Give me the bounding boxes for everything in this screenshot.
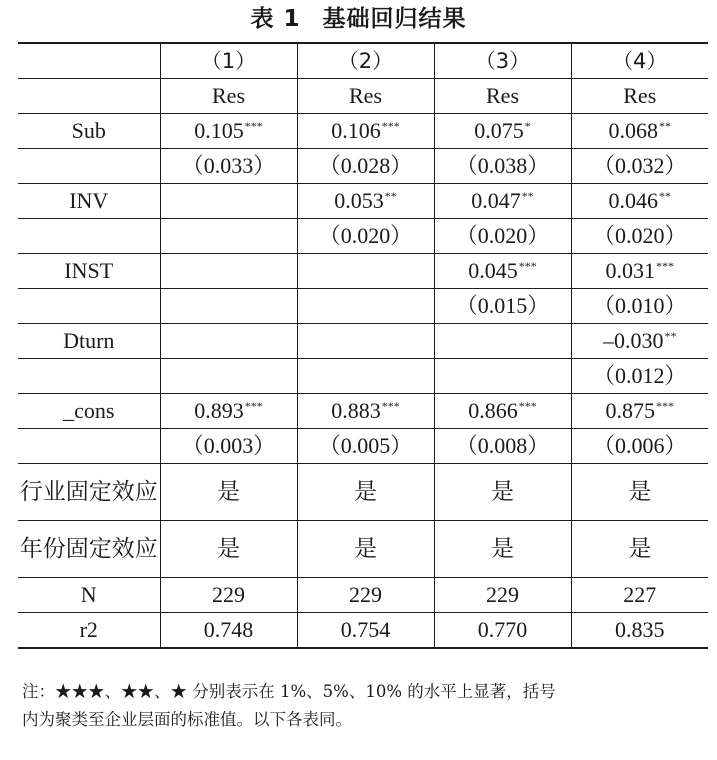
se-cell: （0.012） [571,359,708,394]
coef-cell [297,254,434,289]
significance-stars: *** [381,119,400,133]
se-cell: （0.033） [160,149,297,184]
significance-stars: ** [659,189,671,203]
coef-cell [160,184,297,219]
significance-stars: * [524,119,531,133]
significance-stars: ** [659,119,671,133]
row-label: Dturn [18,324,160,359]
industry-fixed-effect-row [18,464,708,521]
coef-row-inv [18,184,708,219]
significance-stars: *** [518,259,537,273]
se-cell: （0.010） [571,289,708,324]
year-fixed-effect-row [18,521,708,578]
coef-cell [297,324,434,359]
coef-cell [160,254,297,289]
se-cell [434,359,571,394]
se-cell: （0.003） [160,429,297,464]
se-cell: （0.032） [571,149,708,184]
corner-cell [18,43,160,79]
row-label: 年份固定效应 [18,521,160,578]
regression-table [18,42,708,649]
coef-cell: 0.075* [434,114,571,149]
se-cell: （0.015） [434,289,571,324]
se-cell: （0.008） [434,429,571,464]
dependent-variable: Res [297,79,434,114]
row-label: N [18,578,160,613]
coef-cell: 0.866*** [434,394,571,429]
se-cell [160,359,297,394]
se-row-sub [18,149,708,184]
significance-stars: ** [521,189,534,203]
se-row-dturn [18,359,708,394]
se-cell [160,289,297,324]
stat-cell: 0.748 [160,613,297,649]
table-title-text: 基础回归结果 [322,6,467,32]
coef-row-cons [18,394,708,429]
dependent-variable: Res [434,79,571,114]
column-header: （4） [571,43,708,79]
coef-cell: 0.875*** [571,394,708,429]
se-cell: （0.020） [297,219,434,254]
table-note [22,678,702,734]
yes-cell: 是 [160,521,297,578]
stat-cell: 0.770 [434,613,571,649]
significance-stars: *** [518,399,537,413]
se-cell: （0.028） [297,149,434,184]
stat-cell: 229 [160,578,297,613]
se-cell: （0.006） [571,429,708,464]
note-line: 注：★★★、★★、★ 分别表示在 1%、5%、10% 的水平上显著，括号 [22,682,556,701]
dependent-variable-row [18,79,708,114]
stat-cell: 0.754 [297,613,434,649]
stat-cell: 229 [297,578,434,613]
yes-cell: 是 [160,464,297,521]
row-label: 行业固定效应 [18,464,160,521]
se-cell [297,359,434,394]
coef-row-dturn [18,324,708,359]
coef-cell: 0.031*** [571,254,708,289]
coef-cell: 0.893*** [160,394,297,429]
column-header: （1） [160,43,297,79]
coef-cell [434,324,571,359]
coef-row-sub [18,114,708,149]
yes-cell: 是 [297,464,434,521]
significance-stars: ** [384,189,397,203]
se-cell: （0.020） [434,219,571,254]
significance-stars: *** [381,399,400,413]
note-line: 内为聚类至企业层面的标准值。以下各表同。 [22,710,352,729]
row-label: INST [18,254,160,289]
table-title [0,2,717,36]
header-row [18,43,708,79]
r2-row [18,613,708,649]
se-row-inv [18,219,708,254]
se-cell: （0.005） [297,429,434,464]
yes-cell: 是 [434,521,571,578]
column-header: （3） [434,43,571,79]
se-row-inst [18,289,708,324]
coef-cell: 0.053** [297,184,434,219]
coef-row-inst [18,254,708,289]
dependent-variable: Res [571,79,708,114]
row-label: INV [18,184,160,219]
significance-stars: *** [244,399,263,413]
coef-cell: 0.045*** [434,254,571,289]
coef-cell: 0.883*** [297,394,434,429]
coef-cell: –0.030** [571,324,708,359]
row-label: Sub [18,114,160,149]
coef-cell [160,324,297,359]
se-cell [160,219,297,254]
significance-stars: ** [664,329,677,343]
yes-cell: 是 [571,464,708,521]
row-label: _cons [18,394,160,429]
column-header: （2） [297,43,434,79]
se-cell: （0.038） [434,149,571,184]
se-cell: （0.020） [571,219,708,254]
significance-stars: *** [244,119,263,133]
n-row [18,578,708,613]
coef-cell: 0.105*** [160,114,297,149]
coef-cell: 0.047** [434,184,571,219]
se-cell [297,289,434,324]
yes-cell: 是 [434,464,571,521]
coef-cell: 0.106*** [297,114,434,149]
coef-cell: 0.046** [571,184,708,219]
dependent-variable: Res [160,79,297,114]
coef-cell: 0.068** [571,114,708,149]
stat-cell: 227 [571,578,708,613]
table-number: 表 1 [250,6,301,32]
stat-cell: 0.835 [571,613,708,649]
significance-stars: *** [656,399,674,413]
se-row-cons [18,429,708,464]
row-label: r2 [18,613,160,649]
yes-cell: 是 [297,521,434,578]
yes-cell: 是 [571,521,708,578]
significance-stars: *** [656,259,674,273]
stat-cell: 229 [434,578,571,613]
